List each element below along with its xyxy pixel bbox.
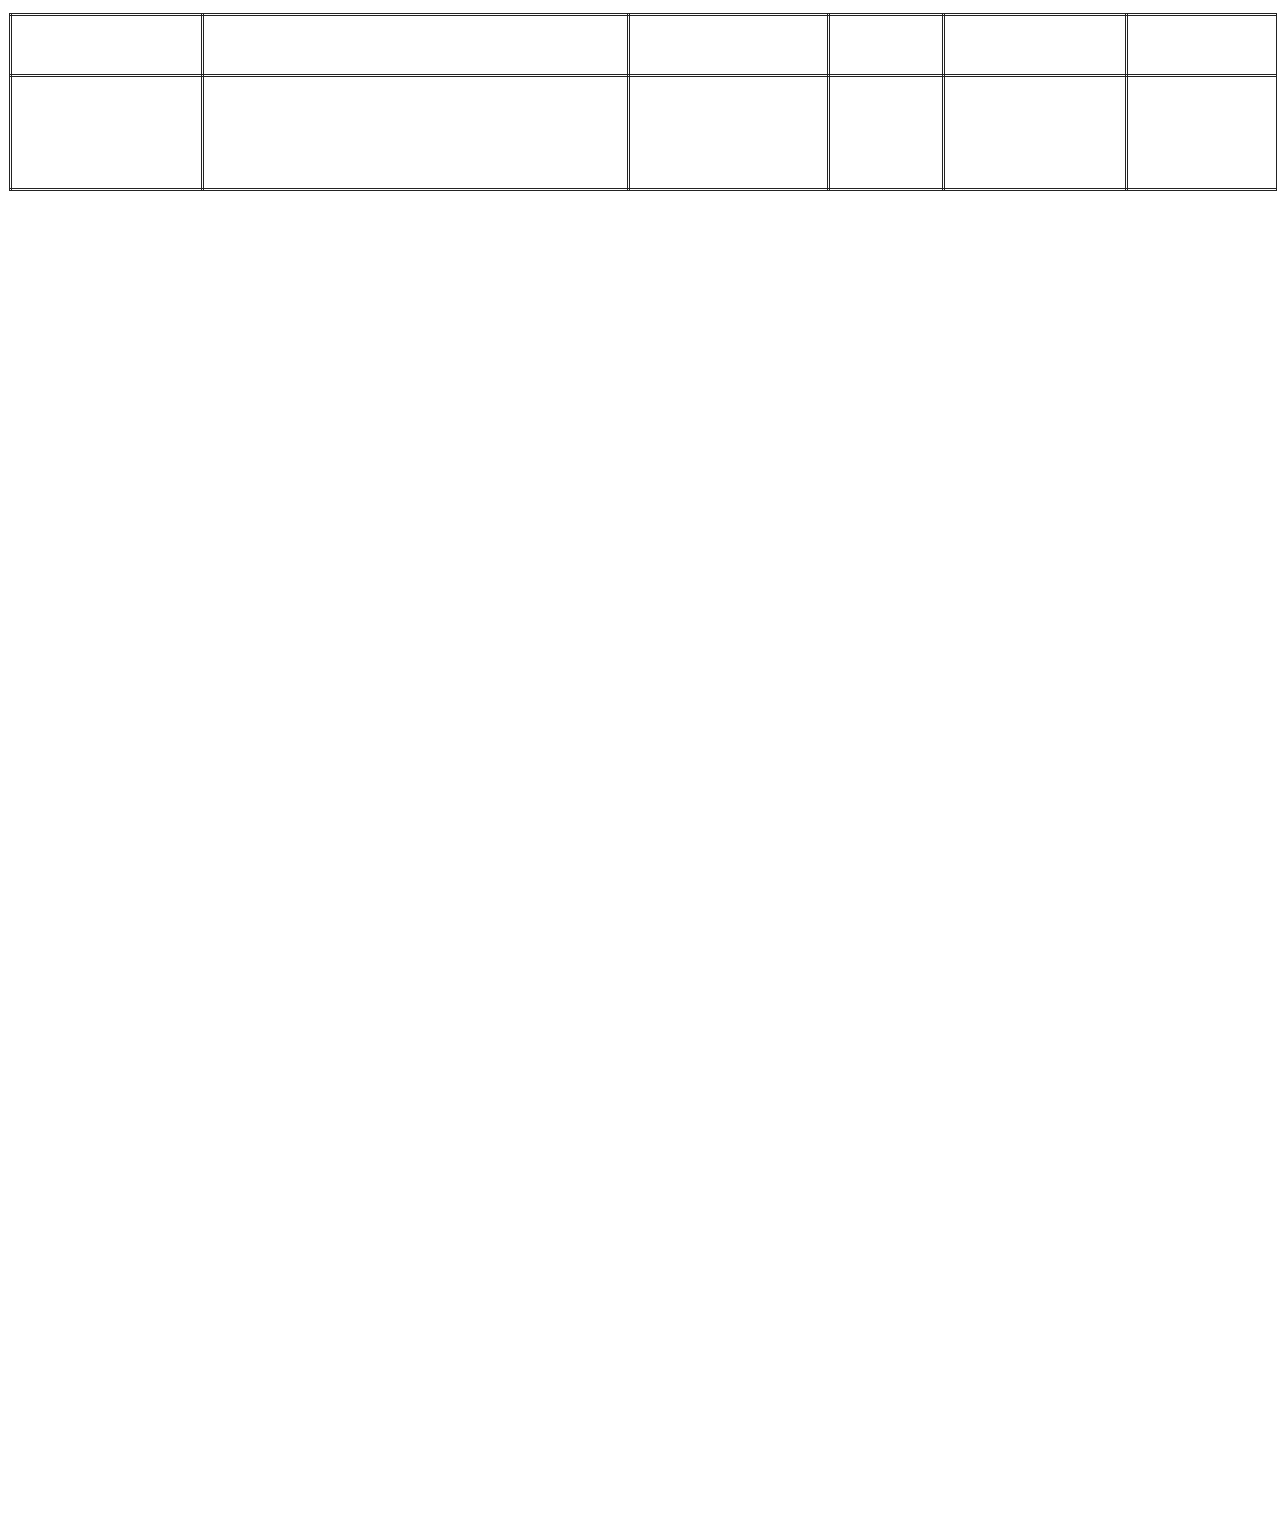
cell-phone-cell	[1127, 76, 1277, 190]
business-phone-cell	[944, 76, 1127, 190]
owner-roster-table	[9, 13, 1277, 191]
business-phone-header	[944, 15, 1127, 76]
team-cell	[829, 76, 944, 190]
owner-header	[11, 15, 203, 76]
header-row	[11, 15, 1277, 76]
table-row	[11, 76, 1277, 190]
nickname-cell	[629, 76, 829, 190]
email-cell	[203, 76, 629, 190]
team-header	[829, 15, 944, 76]
owner-cell	[11, 76, 203, 190]
roster-body	[11, 76, 1277, 190]
cell-phone-header	[1127, 15, 1277, 76]
nickname-header	[629, 15, 829, 76]
email-header	[203, 15, 629, 76]
